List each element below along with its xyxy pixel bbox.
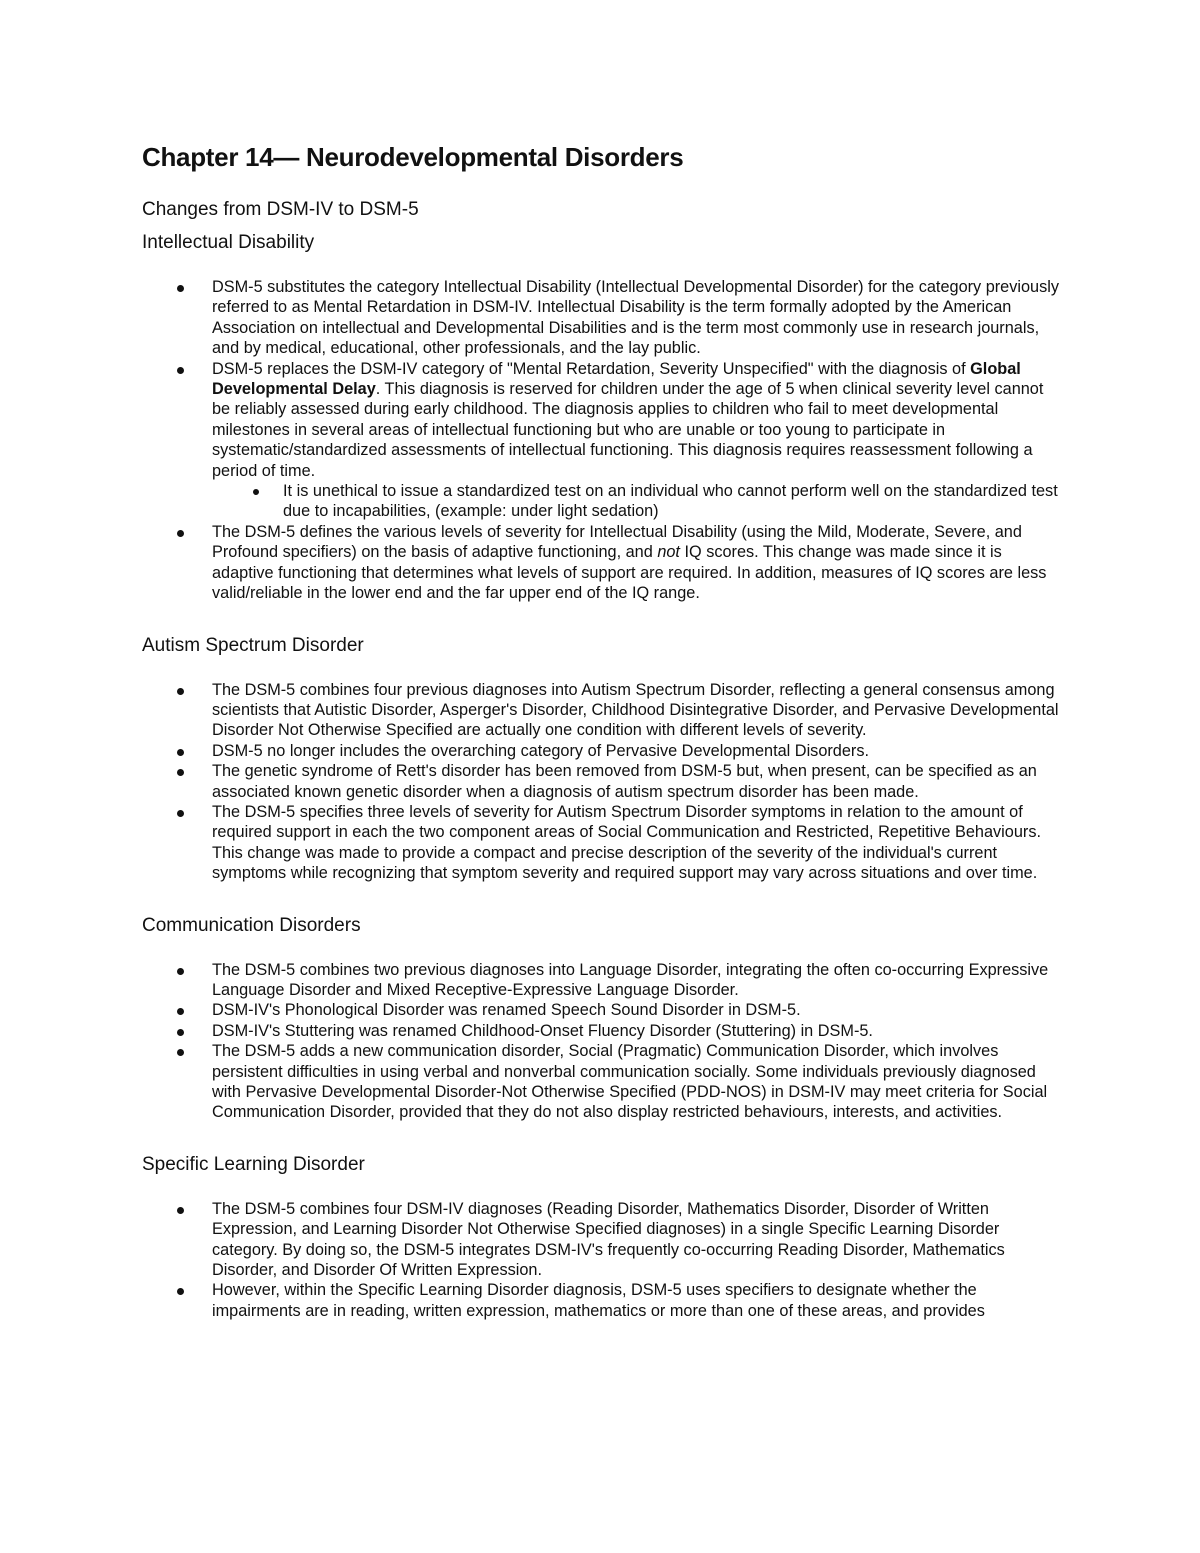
list-item — [142, 1000, 1062, 1020]
list-item — [142, 359, 1062, 522]
bullet-list — [142, 1199, 1062, 1321]
list-item-text: However, within the Specific Learning Disorder diagnosis, DSM-5 uses specifiers to designate whether the impairments are in reading, written expression, mathematics or more than one of these areas, and provides — [212, 1281, 985, 1320]
list-item — [142, 802, 1062, 884]
bullet-icon — [177, 769, 184, 776]
document-page — [142, 140, 1062, 1321]
section-heading: Specific Learning Disorder — [142, 1153, 365, 1175]
section-communication-disorders — [142, 914, 1062, 1123]
list-item — [142, 960, 1062, 1001]
bullet-icon — [177, 1029, 184, 1036]
list-item-text: DSM-IV's Stuttering was renamed Childhood-Onset Fluency Disorder (Stuttering) in DSM-5. — [212, 1021, 873, 1040]
list-item — [142, 1021, 1062, 1041]
list-item — [142, 680, 1062, 741]
bullet-icon — [177, 530, 184, 537]
bullet-icon — [177, 968, 184, 975]
list-item-text: DSM-5 substitutes the category Intellectual Disability (Intellectual Developmental Disorder) for the category previously referred to as Mental Retardation in DSM-IV. Intellectual Disability is the term formally adopted by the American Association on intellectual and Developmental Disabilities and is the term most commonly use in research journals, and by medical, educational, other professionals, and the lay public. — [212, 278, 1060, 358]
list-item — [142, 277, 1062, 359]
list-item-text: The DSM-5 combines two previous diagnoses into Language Disorder, integrating the often co-occurring Expressive Language Disorder and Mixed Receptive-Expressive Language Disorder. — [212, 960, 1049, 999]
chapter-title: Chapter 14— Neurodevelopmental Disorders — [142, 142, 684, 172]
list-item-text: DSM-5 replaces the DSM-IV category of "Mental Retardation, Severity Unspecified" with the diagnosis of — [212, 359, 971, 378]
section-autism-spectrum-disorder — [142, 634, 1062, 884]
list-item-text: The DSM-5 combines four previous diagnoses into Autism Spectrum Disorder, reflecting a general consensus among scientists that Autistic Disorder, Asperger's Disorder, Childhood Disintegrative Disorder, and Pervasive Developmental Disorder Not Otherwise Specified are actually one condition with different levels of severity. — [212, 680, 1059, 740]
list-item-text: The DSM-5 combines four DSM-IV diagnoses (Reading Disorder, Mathematics Disorder, Disorder of Written Expression, and Learning Disorder Not Otherwise Specified diagnoses) in a single Specific Learning Disorder category. By doing so, the DSM-5 integrates DSM-IV's frequently co-occurring Reading Disorder, Mathematics Disorder, and Disorder Of Written Expression. — [212, 1199, 1005, 1280]
list-item-text: The DSM-5 specifies three levels of severity for Autism Spectrum Disorder symptoms in relation to the amount of required support in each the two component areas of Social Communication and Restricted, Repetitive Behaviours. This change was made to provide a compact and precise description of the severity of the individual's current symptoms while recognizing that symptom severity and required support may vary across situations and over time. — [212, 802, 1041, 883]
bullet-icon — [253, 489, 259, 495]
bullet-icon — [177, 810, 184, 817]
section-heading: Autism Spectrum Disorder — [142, 634, 364, 656]
bullet-icon — [177, 1049, 184, 1056]
bullet-icon — [177, 749, 184, 756]
list-item-text: DSM-IV's Phonological Disorder was renamed Speech Sound Disorder in DSM-5. — [212, 1001, 801, 1020]
bullet-list — [142, 680, 1062, 884]
list-item-text: The genetic syndrome of Rett's disorder has been removed from DSM-5 but, when present, can be specified as an associated known genetic disorder when a diagnosis of autism spectrum disorder has been made. — [212, 762, 1037, 801]
list-item — [142, 522, 1062, 604]
bullet-icon — [177, 1008, 184, 1015]
bullet-list — [142, 277, 1062, 604]
section-heading: Communication Disorders — [142, 914, 361, 936]
bullet-list — [142, 960, 1062, 1123]
list-item-text: IQ scores. This change was made since it is adaptive functioning that determines what levels of support are required. In addition, measures of IQ scores are less valid/reliable in the lower end and the far upper end of the IQ range. — [212, 543, 1047, 603]
italic-term: not — [657, 543, 680, 562]
list-item — [142, 741, 1062, 761]
list-item — [142, 1199, 1062, 1281]
bullet-icon — [177, 688, 184, 695]
bullet-icon — [177, 285, 184, 292]
sub-bullet-list — [212, 481, 1062, 522]
bold-term: Global Developmental Delay — [212, 359, 1021, 399]
list-item-text: The DSM-5 defines the various levels of severity for Intellectual Disability (using the Mild, Moderate, Severe, and Profound specifiers) on the basis of adaptive functioning, and — [212, 522, 1022, 562]
sub-list-item-text: It is unethical to issue a standardized test on an individual who cannot perform well on the standardized test due to incapabilities, (example: under light sedation) — [283, 482, 1058, 521]
bullet-icon — [177, 1207, 184, 1214]
sub-list-item — [212, 481, 1062, 522]
bullet-icon — [177, 367, 184, 374]
list-item — [142, 1041, 1062, 1123]
section-specific-learning-disorder — [142, 1153, 1062, 1321]
list-item-text: DSM-5 no longer includes the overarching category of Pervasive Developmental Disorders. — [212, 741, 869, 760]
list-item-text: . This diagnosis is reserved for children under the age of 5 when clinical severity level cannot be reliably assessed during early childhood. The diagnosis applies to children who fail to meet developmental milestones in several areas of intellectual functioning but who are unable or too young to participate in systematic/standardized assessments of intellectual functioning. This diagnosis requires reassessment following a period of time. — [212, 380, 1044, 480]
section-heading: Intellectual Disability — [142, 232, 315, 253]
changes-heading: Changes from DSM-IV to DSM-5 — [142, 199, 419, 220]
list-item — [142, 761, 1062, 802]
bullet-icon — [177, 1288, 184, 1295]
list-item — [142, 1280, 1062, 1321]
list-item-text: The DSM-5 adds a new communication disorder, Social (Pragmatic) Communication Disorder, which involves persistent difficulties in using verbal and nonverbal communication socially. Some individuals previously diagnosed with Pervasive Developmental Disorder-Not Otherwise Specified (PDD-NOS) in DSM-IV may meet criteria for Social Communication Disorder, provided that they do not also display restricted behaviours, interests, and activities. — [212, 1042, 1048, 1122]
section-intellectual-disability — [142, 231, 1062, 604]
